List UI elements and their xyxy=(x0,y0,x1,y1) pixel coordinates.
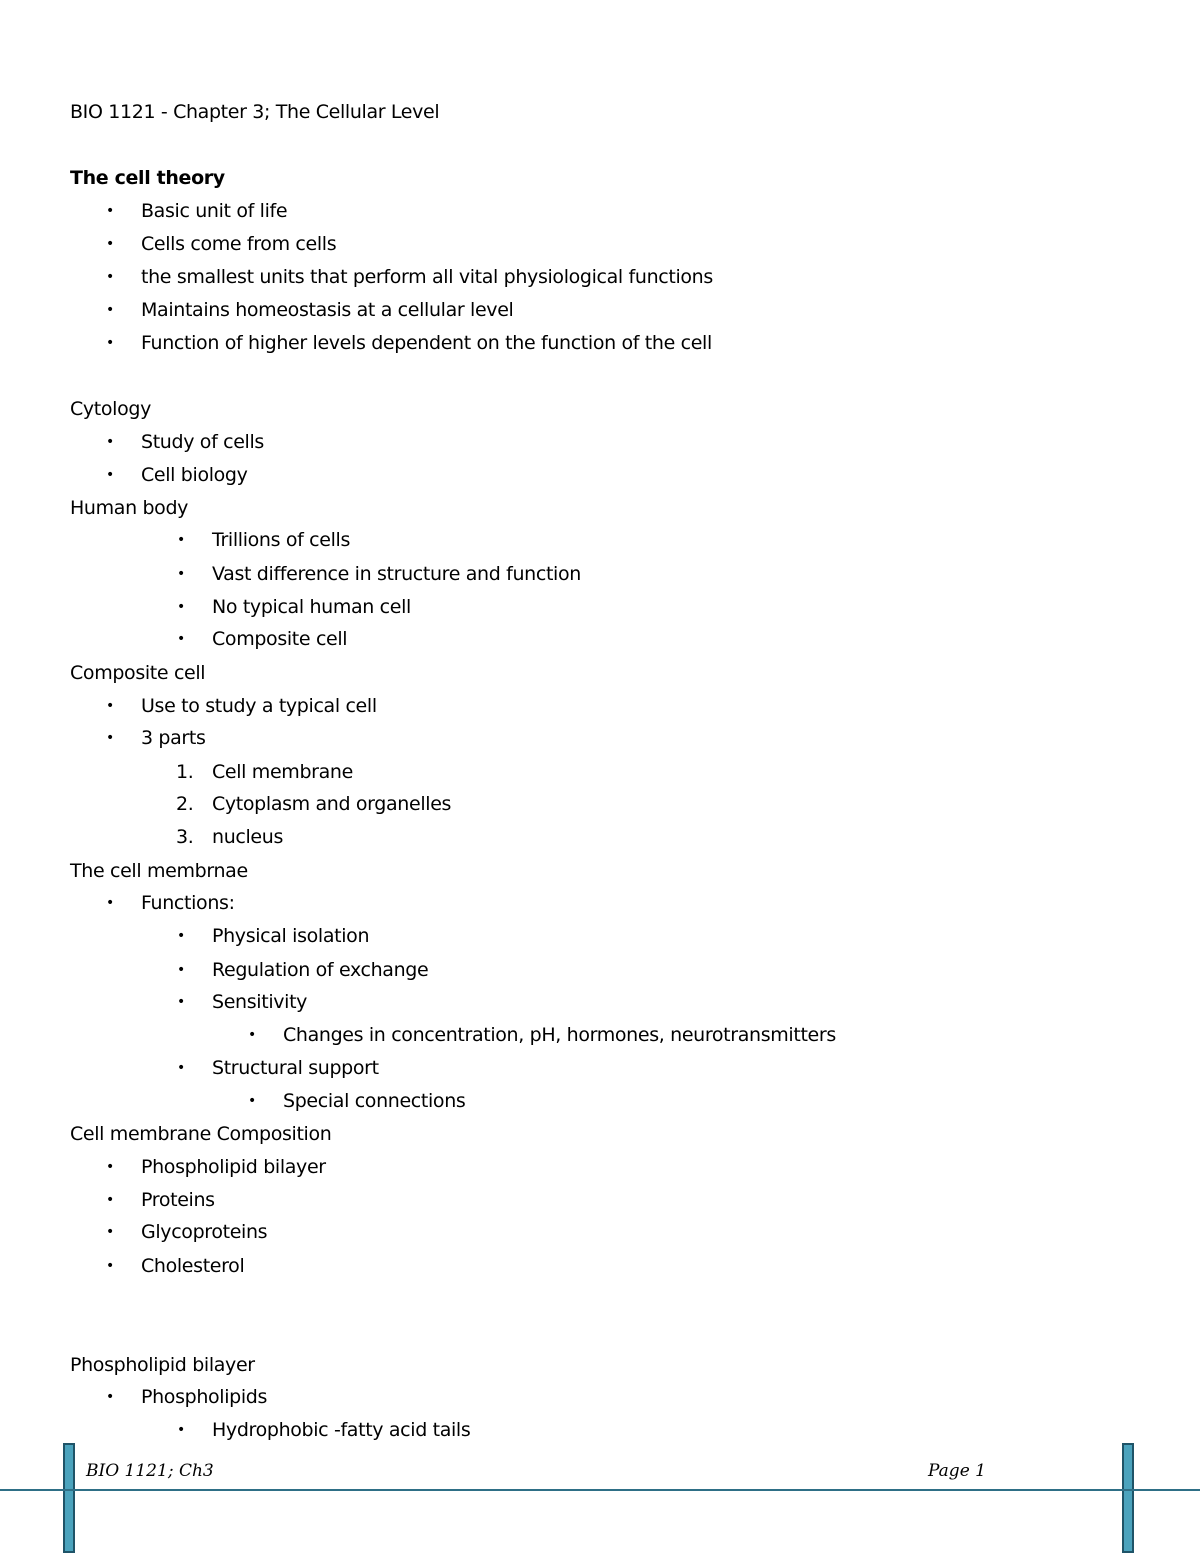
heading-composite-cell: Composite cell xyxy=(70,662,206,684)
bullet-icon: • xyxy=(177,566,186,582)
list-item: 3 parts xyxy=(141,727,206,749)
page-number: Page 1 xyxy=(928,1461,986,1481)
bullet-icon: • xyxy=(106,203,115,219)
bullet-icon: • xyxy=(177,1060,186,1076)
numbered-item: Cell membrane xyxy=(212,761,353,783)
list-item: Cholesterol xyxy=(141,1255,245,1277)
bullet-icon: • xyxy=(248,1027,257,1043)
heading-cytology: Cytology xyxy=(70,398,151,420)
list-number: 1. xyxy=(176,761,194,783)
bullet-icon: • xyxy=(177,532,186,548)
document-title: BIO 1121 - Chapter 3; The Cellular Level xyxy=(70,101,440,123)
list-item: Structural support xyxy=(212,1057,379,1079)
list-item: Study of cells xyxy=(141,431,264,453)
list-item: Trillions of cells xyxy=(212,529,350,551)
heading-cell-membrane: The cell membrnae xyxy=(70,860,248,882)
bullet-icon: • xyxy=(106,335,115,351)
bullet-icon: • xyxy=(177,994,186,1010)
bullet-icon: • xyxy=(106,730,115,746)
heading-membrane-composition: Cell membrane Composition xyxy=(70,1123,332,1145)
footer-left-bar xyxy=(63,1443,75,1553)
heading-phospholipid-bilayer: Phospholipid bilayer xyxy=(70,1354,255,1376)
list-item: Phospholipids xyxy=(141,1386,268,1408)
bullet-icon: • xyxy=(106,1224,115,1240)
numbered-item: nucleus xyxy=(212,826,283,848)
bullet-icon: • xyxy=(106,698,115,714)
numbered-item: Cytoplasm and organelles xyxy=(212,793,452,815)
bullet-icon: • xyxy=(106,1159,115,1175)
list-item: Sensitivity xyxy=(212,991,308,1013)
list-item: Proteins xyxy=(141,1189,215,1211)
list-item: Basic unit of life xyxy=(141,200,288,222)
heading-human-body: Human body xyxy=(70,497,189,519)
bullet-icon: • xyxy=(106,434,115,450)
list-item: Use to study a typical cell xyxy=(141,695,377,717)
bullet-icon: • xyxy=(177,1422,186,1438)
list-item: Vast difference in structure and function xyxy=(212,563,581,585)
list-item: Composite cell xyxy=(212,628,348,650)
bullet-icon: • xyxy=(106,895,115,911)
list-item: Changes in concentration, pH, hormones, neurotransmitters xyxy=(283,1024,836,1046)
list-item: Glycoproteins xyxy=(141,1221,268,1243)
bullet-icon: • xyxy=(177,962,186,978)
bullet-icon: • xyxy=(177,928,186,944)
bullet-icon: • xyxy=(106,1389,115,1405)
list-number: 3. xyxy=(176,826,194,848)
footer-rule xyxy=(0,1489,1200,1491)
list-item: Regulation of exchange xyxy=(212,959,429,981)
bullet-icon: • xyxy=(106,236,115,252)
list-item: Cells come from cells xyxy=(141,233,337,255)
footer-course-label: BIO 1121; Ch3 xyxy=(86,1461,214,1481)
bullet-icon: • xyxy=(248,1093,257,1109)
bullet-icon: • xyxy=(106,1192,115,1208)
list-number: 2. xyxy=(176,793,194,815)
list-item: Phospholipid bilayer xyxy=(141,1156,326,1178)
list-item: Functions: xyxy=(141,892,235,914)
list-item: Hydrophobic -fatty acid tails xyxy=(212,1419,471,1441)
list-item: Physical isolation xyxy=(212,925,370,947)
bullet-icon: • xyxy=(177,599,186,615)
list-item: Maintains homeostasis at a cellular level xyxy=(141,299,514,321)
bullet-icon: • xyxy=(106,302,115,318)
list-item: No typical human cell xyxy=(212,596,411,618)
heading-cell-theory: The cell theory xyxy=(70,167,225,189)
bullet-icon: • xyxy=(177,631,186,647)
bullet-icon: • xyxy=(106,1258,115,1274)
list-item: Cell biology xyxy=(141,464,248,486)
footer-right-bar xyxy=(1122,1443,1134,1553)
list-item: Function of higher levels dependent on the function of the cell xyxy=(141,332,712,354)
list-item: Special connections xyxy=(283,1090,466,1112)
list-item: the smallest units that perform all vital physiological functions xyxy=(141,266,713,288)
bullet-icon: • xyxy=(106,269,115,285)
bullet-icon: • xyxy=(106,467,115,483)
